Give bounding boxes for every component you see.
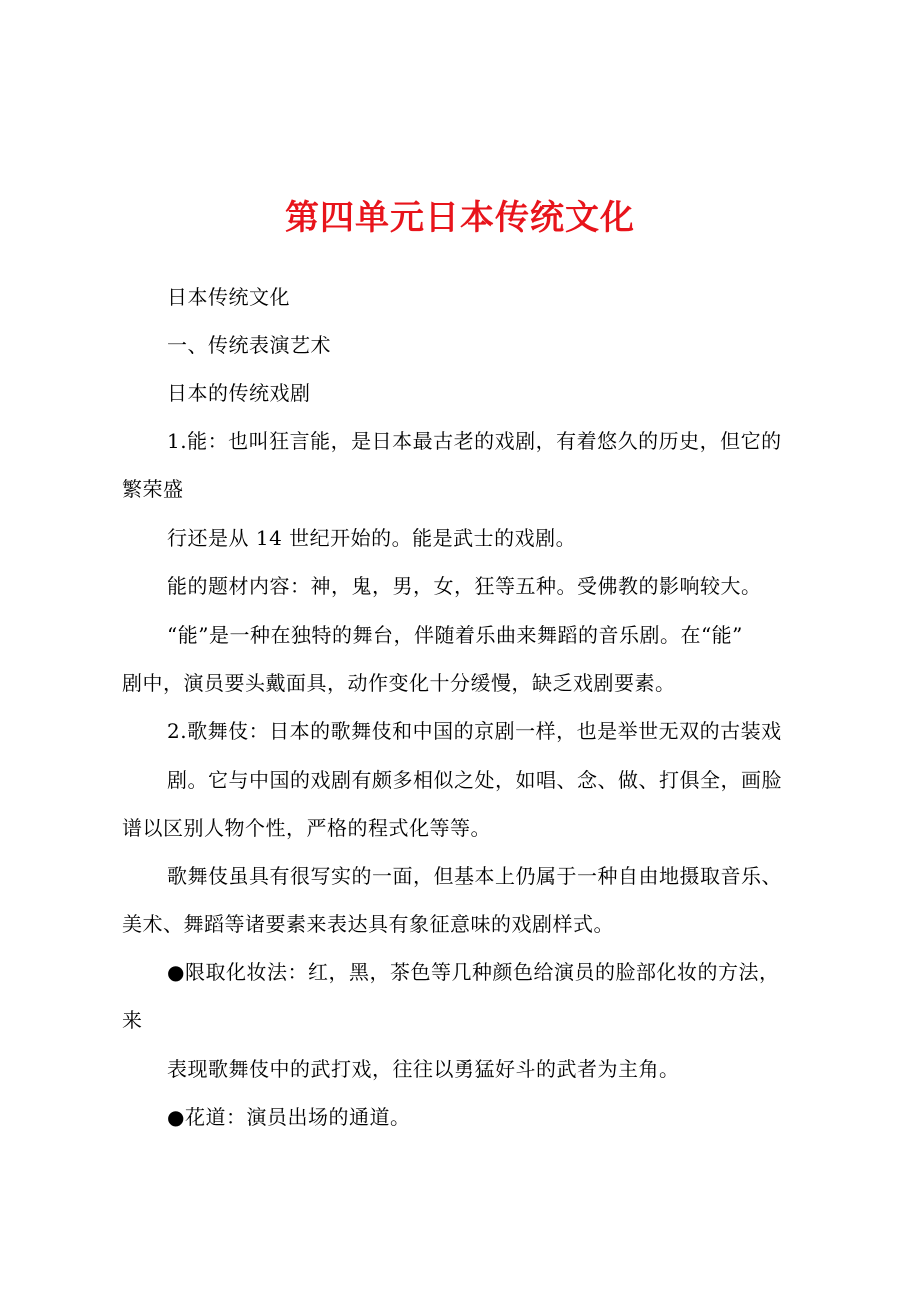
paragraph-line: 能的题材内容：神，鬼，男，女，狂等五种。受佛教的影响较大。 [167, 574, 762, 598]
paragraph-line: 繁荣盛 [122, 477, 184, 501]
paragraph-line: 剧中，演员要头戴面具，动作变化十分缓慢，缺乏戏剧要素。 [122, 671, 676, 695]
paragraph-line: 行还是从 14 世纪开始的。能是武士的戏剧。 [167, 526, 577, 550]
paragraph-line: 日本传统文化 [167, 285, 290, 309]
paragraph-line: 歌舞伎虽具有很写实的一面，但基本上仍属于一种自由地摄取音乐、 [167, 864, 782, 888]
paragraph-line: 谱以区别人物个性，严格的程式化等等。 [122, 816, 491, 840]
paragraph-line: 2.歌舞伎：日本的歌舞伎和中国的京剧一样，也是举世无双的古装戏 [167, 719, 782, 743]
paragraph-line: 剧。它与中国的戏剧有颇多相似之处，如唱、念、做、打俱全，画脸 [167, 768, 782, 792]
paragraph-line: ●花道：演员出场的通道。 [167, 1105, 411, 1129]
paragraph-line: 表现歌舞伎中的武打戏，往往以勇猛好斗的武者为主角。 [167, 1057, 680, 1081]
paragraph-line: 一、传统表演艺术 [167, 333, 331, 357]
paragraph-line: 1.能：也叫狂言能，是日本最古老的戏剧，有着悠久的历史，但它的 [167, 429, 782, 453]
paragraph-line: 美术、舞蹈等诸要素来表达具有象征意味的戏剧样式。 [122, 912, 614, 936]
document-title: 第四单元日本传统文化 [285, 198, 635, 238]
paragraph-line: 日本的传统戏剧 [167, 381, 311, 405]
paragraph-line: 来 [122, 1008, 143, 1032]
paragraph-line: ●限取化妆法：红，黑，茶色等几种颜色给演员的脸部化妆的方法， [167, 960, 780, 984]
paragraph-line: “能”是一种在独特的舞台，伴随着乐曲来舞蹈的音乐剧。在“能” [167, 623, 743, 647]
